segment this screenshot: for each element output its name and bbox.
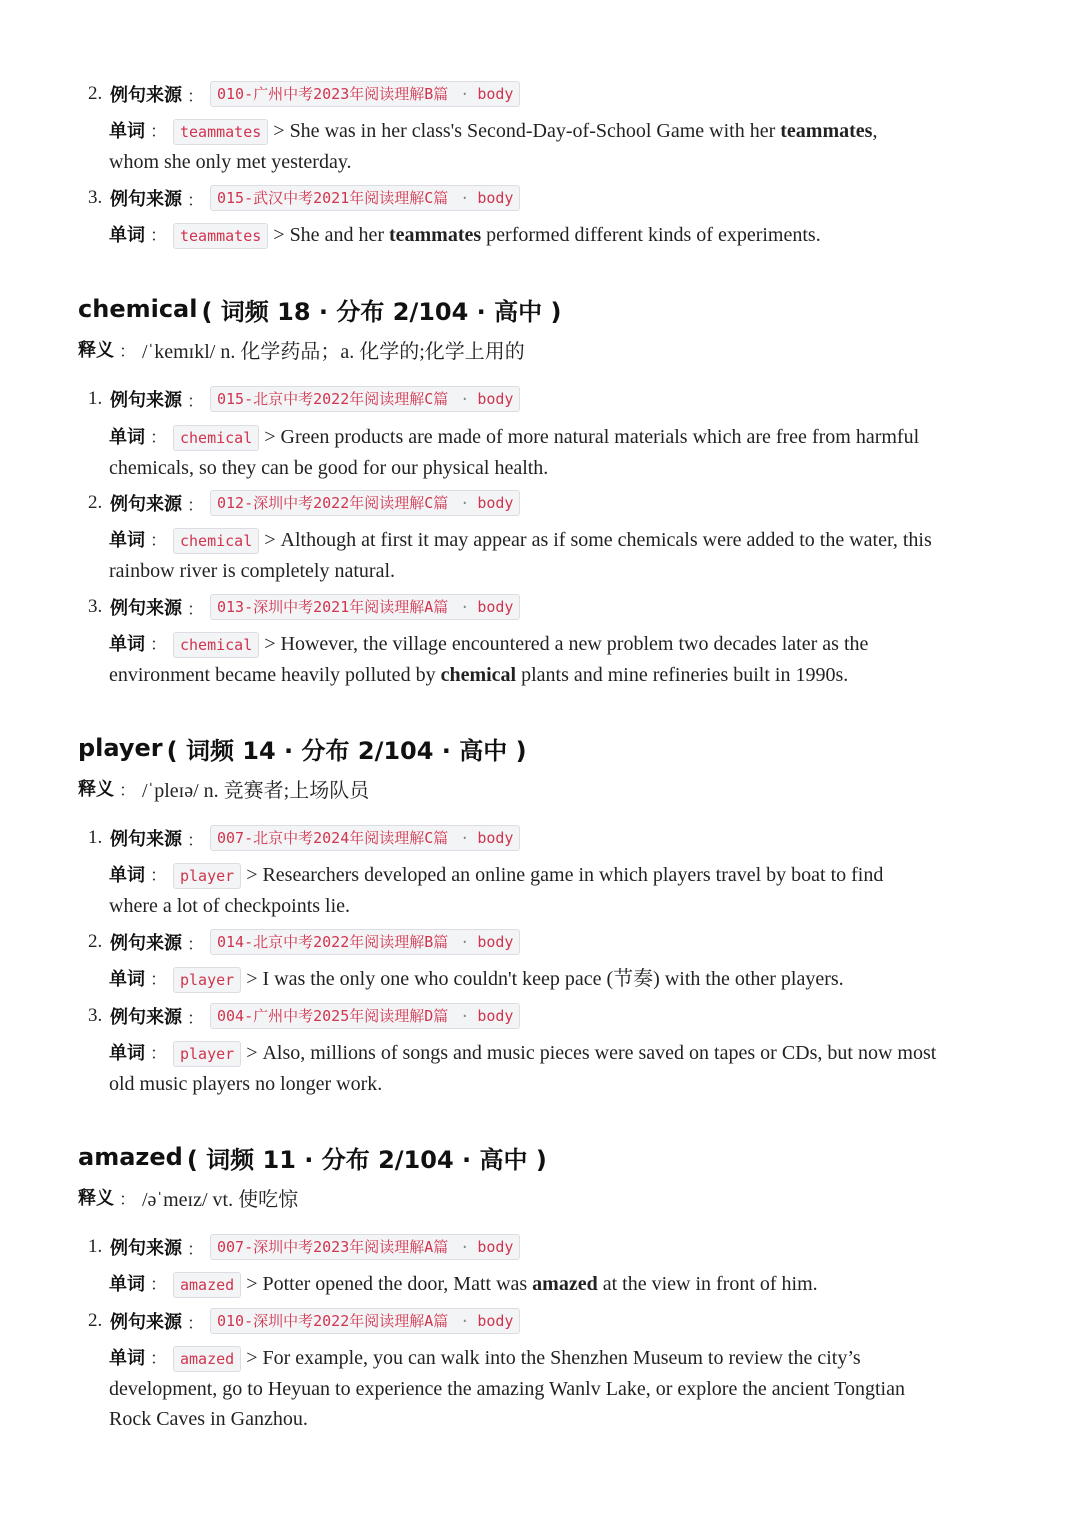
colon: ： xyxy=(187,1239,204,1260)
word-heading xyxy=(78,728,1008,768)
source-name: 007-北京中考2024年阅读理解C篇 xyxy=(217,829,449,847)
word-label: 单词 xyxy=(109,530,145,551)
word-label: 单词 xyxy=(109,1043,145,1064)
sentence-text: She was in her class's Second-Day-of-School Game with her xyxy=(284,120,781,142)
source-section: body xyxy=(477,189,514,207)
arrow: > xyxy=(273,224,285,246)
source-label: 例句来源 xyxy=(110,494,182,515)
list-number: 1. xyxy=(88,1236,103,1257)
source-section: body xyxy=(477,494,514,512)
definition-row xyxy=(78,773,1008,803)
source-label: 例句来源 xyxy=(110,1007,182,1028)
sentence-text-end: , xyxy=(872,120,878,142)
colon: ： xyxy=(119,341,136,362)
list-number: 3. xyxy=(88,187,103,208)
word-label: 单词 xyxy=(109,969,145,990)
word-code-tag: teammates xyxy=(173,223,268,249)
word-heading xyxy=(78,1137,1008,1177)
source-section: body xyxy=(477,1007,514,1025)
sentence-text-end: performed different kinds of experiments. xyxy=(481,224,821,246)
word-code-tag: chemical xyxy=(173,528,259,554)
definition-label: 释义 xyxy=(78,1188,114,1209)
colon: ： xyxy=(187,599,204,620)
example-sentence xyxy=(109,116,1009,177)
example-sentence xyxy=(109,1269,1009,1300)
word-code-tag: player xyxy=(173,863,241,889)
sentence-text: Green products are made of more natural materials which are free from harmful xyxy=(275,426,920,448)
example-source-row xyxy=(88,822,1008,854)
source-label: 例句来源 xyxy=(110,1238,182,1259)
definition-text: /ˈpleɪə/ n. 竞赛者;上场队员 xyxy=(142,779,370,802)
source-code-tag xyxy=(210,1003,520,1029)
word-code-tag: amazed xyxy=(173,1272,241,1298)
word-label: 单词 xyxy=(109,865,145,886)
source-name: 004-广州中考2025年阅读理解D篇 xyxy=(217,1007,449,1025)
sentence-text-continued: chemicals, so they can be good for our physical health. xyxy=(109,457,549,479)
word-stats: ( 词频 11 · 分布 2/104 · 高中 ) xyxy=(186,1145,547,1174)
word-heading xyxy=(78,289,1008,329)
word-label: 单词 xyxy=(109,1348,145,1369)
separator-dot: · xyxy=(460,1238,470,1256)
source-name: 007-深圳中考2023年阅读理解A篇 xyxy=(217,1238,449,1256)
arrow: > xyxy=(246,1347,258,1369)
headword: chemical xyxy=(78,295,198,323)
sentence-text-continued: where a lot of checkpoints lie. xyxy=(109,895,351,917)
colon: ： xyxy=(119,1189,136,1210)
highlighted-word: chemical xyxy=(440,664,517,686)
source-code-tag xyxy=(210,1308,520,1334)
sentence-text: However, the village encountered a new problem two decades later as the xyxy=(275,633,869,655)
definition-label: 释义 xyxy=(78,340,114,361)
source-name: 014-北京中考2022年阅读理解B篇 xyxy=(217,933,449,951)
definition-row xyxy=(78,1182,1008,1212)
colon: ： xyxy=(150,531,167,551)
word-stats: ( 词频 14 · 分布 2/104 · 高中 ) xyxy=(166,736,527,765)
source-label: 例句来源 xyxy=(110,933,182,954)
example-source-row xyxy=(88,78,1008,110)
list-number: 3. xyxy=(88,596,103,617)
word-code-tag: chemical xyxy=(173,632,259,658)
separator-dot: · xyxy=(460,598,470,616)
sentence-text: I was the only one who couldn't keep pace (节奏) with the other players. xyxy=(257,968,844,990)
word-code-tag: amazed xyxy=(173,1346,241,1372)
highlighted-word: teammates xyxy=(780,120,873,142)
word-code-tag: player xyxy=(173,967,241,993)
source-section: body xyxy=(477,598,514,616)
colon: ： xyxy=(150,970,167,990)
separator-dot: · xyxy=(460,189,470,207)
separator-dot: · xyxy=(460,933,470,951)
sentence-text: She and her xyxy=(284,224,389,246)
word-code-tag: teammates xyxy=(173,119,268,145)
separator-dot: · xyxy=(460,1312,470,1330)
arrow: > xyxy=(264,529,276,551)
colon: ： xyxy=(187,86,204,107)
sentence-text: Researchers developed an online game in which players travel by boat to find xyxy=(257,864,884,886)
definition-text: /əˈmeɪz/ vt. 使吃惊 xyxy=(142,1188,299,1211)
colon: ： xyxy=(119,780,136,801)
arrow: > xyxy=(264,426,276,448)
list-number: 2. xyxy=(88,931,103,952)
source-label: 例句来源 xyxy=(110,598,182,619)
separator-dot: · xyxy=(460,390,470,408)
list-number: 2. xyxy=(88,492,103,513)
word-code-tag: player xyxy=(173,1041,241,1067)
example-sentence xyxy=(109,1038,1009,1099)
example-sentence xyxy=(109,964,1009,995)
source-label: 例句来源 xyxy=(110,390,182,411)
example-source-row xyxy=(88,926,1008,958)
sentence-text: For example, you can walk into the Shenzhen Museum to review the city’s xyxy=(257,1347,861,1369)
list-number: 2. xyxy=(88,83,103,104)
sentence-text-continued: old music players no longer work. xyxy=(109,1073,383,1095)
source-section: body xyxy=(477,933,514,951)
source-label: 例句来源 xyxy=(110,189,182,210)
source-code-tag xyxy=(210,490,520,516)
colon: ： xyxy=(187,495,204,516)
sentence-text-end: at the view in front of him. xyxy=(597,1273,818,1295)
example-source-row xyxy=(88,182,1008,214)
source-section: body xyxy=(477,1238,514,1256)
sentence-text-continued: environment became heavily polluted by xyxy=(109,664,441,686)
sentence-text: Although at first it may appear as if some chemicals were added to the water, this xyxy=(275,529,932,551)
colon: ： xyxy=(150,226,167,246)
colon: ： xyxy=(150,122,167,142)
colon: ： xyxy=(187,391,204,412)
list-number: 3. xyxy=(88,1005,103,1026)
colon: ： xyxy=(150,866,167,886)
separator-dot: · xyxy=(460,1007,470,1025)
definition-label: 释义 xyxy=(78,779,114,800)
definition-row xyxy=(78,334,1008,364)
example-source-row xyxy=(88,1000,1008,1032)
example-sentence xyxy=(109,629,1009,690)
list-number: 2. xyxy=(88,1310,103,1331)
colon: ： xyxy=(150,635,167,655)
source-section: body xyxy=(477,85,514,103)
source-name: 015-北京中考2022年阅读理解C篇 xyxy=(217,390,449,408)
highlighted-word: teammates xyxy=(388,224,482,246)
example-source-row xyxy=(88,591,1008,623)
colon: ： xyxy=(150,1349,167,1369)
word-label: 单词 xyxy=(109,1274,145,1295)
colon: ： xyxy=(187,190,204,211)
source-name: 015-武汉中考2021年阅读理解C篇 xyxy=(217,189,449,207)
source-name: 010-深圳中考2022年阅读理解A篇 xyxy=(217,1312,449,1330)
headword: amazed xyxy=(78,1143,183,1171)
sentence-text-continued: development, go to Heyuan to experience the amazing Wanlv Lake, or explore the ancient Tongtian xyxy=(109,1378,905,1400)
colon: ： xyxy=(187,830,204,851)
source-name: 010-广州中考2023年阅读理解B篇 xyxy=(217,85,449,103)
arrow: > xyxy=(264,633,276,655)
sentence-text-continued-2: Rock Caves in Ganzhou. xyxy=(109,1408,308,1430)
source-code-tag xyxy=(210,1234,520,1260)
colon: ： xyxy=(150,428,167,448)
source-section: body xyxy=(477,390,514,408)
example-sentence xyxy=(109,422,1009,483)
source-label: 例句来源 xyxy=(110,1312,182,1333)
arrow: > xyxy=(246,1273,258,1295)
word-label: 单词 xyxy=(109,427,145,448)
source-code-tag xyxy=(210,81,520,107)
sentence-text-continued: whom she only met yesterday. xyxy=(109,151,352,173)
source-label: 例句来源 xyxy=(110,829,182,850)
source-code-tag xyxy=(210,594,520,620)
arrow: > xyxy=(246,864,258,886)
arrow: > xyxy=(246,1042,258,1064)
example-source-row xyxy=(88,1305,1008,1337)
word-label: 单词 xyxy=(109,225,145,246)
headword: player xyxy=(78,734,163,762)
example-source-row xyxy=(88,383,1008,415)
sentence-text: Also, millions of songs and music pieces were saved on tapes or CDs, but now most xyxy=(257,1042,937,1064)
arrow: > xyxy=(273,120,285,142)
arrow: > xyxy=(246,968,258,990)
word-label: 单词 xyxy=(109,121,145,142)
source-label: 例句来源 xyxy=(110,85,182,106)
sentence-text-continued: rainbow river is completely natural. xyxy=(109,560,396,582)
source-section: body xyxy=(477,1312,514,1330)
separator-dot: · xyxy=(460,829,470,847)
source-code-tag xyxy=(210,185,520,211)
list-number: 1. xyxy=(88,388,103,409)
example-sentence xyxy=(109,1343,1009,1434)
source-name: 012-深圳中考2022年阅读理解C篇 xyxy=(217,494,449,512)
separator-dot: · xyxy=(460,85,470,103)
word-label: 单词 xyxy=(109,634,145,655)
colon: ： xyxy=(150,1275,167,1295)
colon: ： xyxy=(187,1313,204,1334)
example-sentence xyxy=(109,860,1009,921)
example-sentence xyxy=(109,525,1009,586)
word-stats: ( 词频 18 · 分布 2/104 · 高中 ) xyxy=(201,297,562,326)
example-source-row xyxy=(88,1231,1008,1263)
source-code-tag xyxy=(210,929,520,955)
colon: ： xyxy=(187,934,204,955)
definition-text: /ˈkemɪkl/ n. 化学药品；a. 化学的;化学上用的 xyxy=(142,340,525,363)
example-sentence xyxy=(109,220,1009,251)
example-source-row xyxy=(88,487,1008,519)
colon: ： xyxy=(187,1008,204,1029)
source-code-tag xyxy=(210,386,520,412)
word-code-tag: chemical xyxy=(173,425,259,451)
source-name: 013-深圳中考2021年阅读理解A篇 xyxy=(217,598,449,616)
sentence-text: Potter opened the door, Matt was xyxy=(257,1273,533,1295)
source-code-tag xyxy=(210,825,520,851)
separator-dot: · xyxy=(460,494,470,512)
source-section: body xyxy=(477,829,514,847)
list-number: 1. xyxy=(88,827,103,848)
highlighted-word: amazed xyxy=(532,1273,598,1295)
colon: ： xyxy=(150,1044,167,1064)
sentence-text-end: plants and mine refineries built in 1990s. xyxy=(516,664,849,686)
